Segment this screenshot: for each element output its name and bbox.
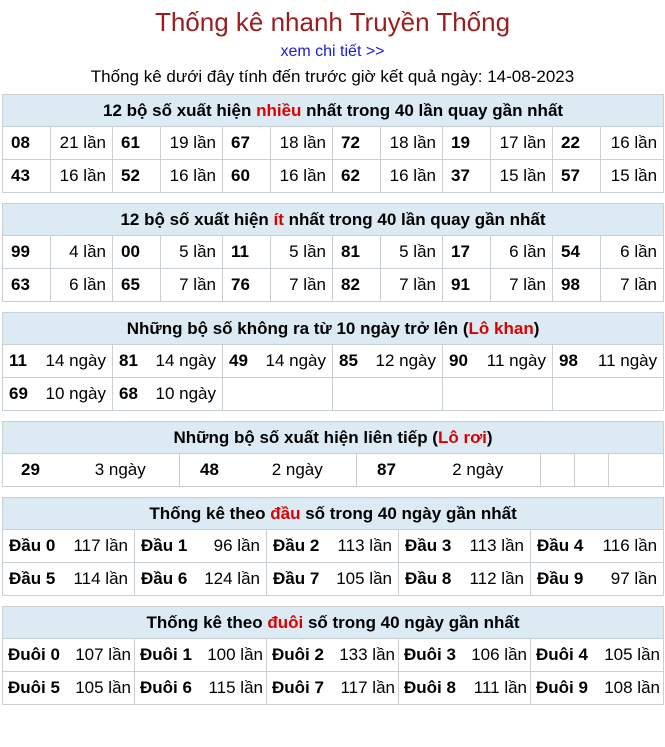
number-cell: 54 (553, 236, 601, 269)
empty-cell (257, 378, 333, 411)
count-cell: 114 lần (67, 563, 135, 596)
count-cell: 2 ngày (238, 454, 357, 487)
count-cell: 4 lần (51, 236, 113, 269)
number-cell: 81 (113, 345, 147, 378)
number-cell: 61 (113, 127, 161, 160)
number-cell: 98 (553, 345, 587, 378)
duoi-label: Đuôi 1 (135, 639, 201, 672)
count-cell: 2 ngày (415, 454, 541, 487)
dau-label: Đầu 4 (531, 530, 595, 563)
table-row (3, 236, 664, 269)
table-row (3, 672, 664, 705)
number-cell: 87 (357, 454, 415, 487)
count-cell: 10 ngày (147, 378, 223, 411)
count-cell: 17 lần (491, 127, 553, 160)
stat-date-note: Thống kê dưới đây tính đến trước giờ kết quả ngày: 14-08-2023 (90, 67, 575, 86)
number-cell: 85 (333, 345, 367, 378)
lo-roi-header (3, 422, 664, 454)
duoi-label: Đuôi 8 (399, 672, 465, 705)
lo-khan-header (3, 313, 664, 345)
empty-cell (333, 378, 367, 411)
count-cell: 21 lần (51, 127, 113, 160)
count-cell: 7 lần (601, 269, 664, 302)
number-cell: 11 (3, 345, 37, 378)
table-row (3, 454, 664, 487)
header-text: số trong 40 ngày gần nhất (300, 503, 517, 523)
duoi-label: Đuôi 9 (531, 672, 597, 705)
number-cell: 29 (3, 454, 61, 487)
lo-roi-table (2, 421, 664, 487)
count-cell: 5 lần (161, 236, 223, 269)
dau-label: Đầu 9 (531, 563, 595, 596)
number-cell: 00 (113, 236, 161, 269)
dau-label: Đầu 1 (135, 530, 199, 563)
number-cell: 57 (553, 160, 601, 193)
count-cell: 124 lần (199, 563, 267, 596)
duoi-label: Đuôi 6 (135, 672, 201, 705)
count-cell: 5 lần (271, 236, 333, 269)
count-cell: 113 lần (331, 530, 399, 563)
duoi-label: Đuôi 3 (399, 639, 465, 672)
duoi-header (3, 607, 664, 639)
count-cell: 18 lần (271, 127, 333, 160)
header-highlight: nhiều (256, 100, 302, 120)
count-cell: 12 ngày (367, 345, 443, 378)
dau-label: Đầu 2 (267, 530, 331, 563)
dau-label: Đầu 0 (3, 530, 67, 563)
count-cell: 112 lần (463, 563, 531, 596)
count-cell: 97 lần (595, 563, 664, 596)
count-cell: 3 ngày (61, 454, 180, 487)
count-cell: 7 lần (491, 269, 553, 302)
number-cell: 49 (223, 345, 257, 378)
count-cell: 6 lần (601, 236, 664, 269)
count-cell: 15 lần (601, 160, 664, 193)
number-cell: 08 (3, 127, 51, 160)
page-title: Thống kê nhanh Truyền Thống (154, 7, 511, 37)
lo-khan-table (2, 312, 664, 411)
table-row (3, 345, 664, 378)
count-cell: 107 lần (69, 639, 135, 672)
duoi-label: Đuôi 2 (267, 639, 333, 672)
count-cell: 15 lần (491, 160, 553, 193)
header-highlight: đầu (270, 503, 301, 523)
header-text: 12 bộ số xuất hiện (120, 209, 274, 229)
number-cell: 63 (3, 269, 51, 302)
count-cell: 16 lần (271, 160, 333, 193)
detail-link-wrap (2, 40, 663, 64)
count-cell: 7 lần (381, 269, 443, 302)
number-cell: 67 (223, 127, 271, 160)
number-cell: 65 (113, 269, 161, 302)
count-cell: 6 lần (491, 236, 553, 269)
header-text: nhất trong 40 lần quay gần nhất (283, 209, 546, 229)
count-cell: 16 lần (51, 160, 113, 193)
number-cell: 72 (333, 127, 381, 160)
count-cell: 106 lần (465, 639, 531, 672)
empty-cell (553, 378, 587, 411)
count-cell: 117 lần (67, 530, 135, 563)
header-text: Thống kê theo (146, 612, 268, 632)
count-cell: 105 lần (597, 639, 664, 672)
duoi-label: Đuôi 4 (531, 639, 597, 672)
empty-cell (587, 378, 664, 411)
count-cell: 113 lần (463, 530, 531, 563)
header-text: ) (486, 427, 493, 447)
least-frequent-table (2, 203, 664, 302)
number-cell: 68 (113, 378, 147, 411)
number-cell: 60 (223, 160, 271, 193)
count-cell: 111 lần (465, 672, 531, 705)
table-row (3, 563, 664, 596)
count-cell: 100 lần (201, 639, 267, 672)
count-cell: 16 lần (381, 160, 443, 193)
number-cell: 11 (223, 236, 271, 269)
header-highlight: Lô khan (468, 318, 534, 338)
duoi-label: Đuôi 0 (3, 639, 69, 672)
header-text: số trong 40 ngày gần nhất (303, 612, 520, 632)
header-text: ) (533, 318, 540, 338)
count-cell: 14 ngày (257, 345, 333, 378)
number-cell: 99 (3, 236, 51, 269)
number-cell: 91 (443, 269, 491, 302)
number-cell: 37 (443, 160, 491, 193)
most-frequent-header (3, 95, 664, 127)
count-cell: 115 lần (201, 672, 267, 705)
number-cell: 17 (443, 236, 491, 269)
header-highlight: đuôi (267, 612, 304, 632)
empty-cell (609, 454, 664, 487)
table-row (3, 269, 664, 302)
count-cell: 6 lần (51, 269, 113, 302)
count-cell: 116 lần (595, 530, 664, 563)
count-cell: 18 lần (381, 127, 443, 160)
dau-label: Đầu 6 (135, 563, 199, 596)
number-cell: 48 (180, 454, 238, 487)
empty-cell (443, 378, 477, 411)
table-row (3, 127, 664, 160)
number-cell: 82 (333, 269, 381, 302)
empty-cell (367, 378, 443, 411)
number-cell: 52 (113, 160, 161, 193)
duoi-label: Đuôi 7 (267, 672, 333, 705)
number-cell: 81 (333, 236, 381, 269)
dau-table (2, 497, 664, 596)
number-cell: 19 (443, 127, 491, 160)
count-cell: 105 lần (69, 672, 135, 705)
least-frequent-header (3, 204, 664, 236)
number-cell: 62 (333, 160, 381, 193)
table-row (3, 378, 664, 411)
duoi-label: Đuôi 5 (3, 672, 69, 705)
header-text: nhất trong 40 lần quay gần nhất (301, 100, 564, 120)
count-cell: 105 lần (331, 563, 399, 596)
count-cell: 11 ngày (477, 345, 553, 378)
dau-label: Đầu 3 (399, 530, 463, 563)
count-cell: 5 lần (381, 236, 443, 269)
empty-cell (541, 454, 575, 487)
header-text: Thống kê theo (149, 503, 271, 523)
count-cell: 108 lần (597, 672, 664, 705)
header-highlight: Lô rơi (437, 427, 487, 447)
dau-header (3, 498, 664, 530)
number-cell: 76 (223, 269, 271, 302)
table-row (3, 160, 664, 193)
number-cell: 98 (553, 269, 601, 302)
count-cell: 14 ngày (37, 345, 113, 378)
count-cell: 19 lần (161, 127, 223, 160)
empty-cell (477, 378, 553, 411)
dau-label: Đầu 8 (399, 563, 463, 596)
count-cell: 117 lần (333, 672, 399, 705)
count-cell: 7 lần (271, 269, 333, 302)
count-cell: 16 lần (161, 160, 223, 193)
header-text: 12 bộ số xuất hiện (103, 100, 257, 120)
count-cell: 10 ngày (37, 378, 113, 411)
detail-link[interactable]: xem chi tiết >> (280, 43, 385, 60)
count-cell: 14 ngày (147, 345, 223, 378)
header-text: Những bộ số xuất hiện liên tiếp ( (173, 427, 438, 447)
dau-label: Đầu 5 (3, 563, 67, 596)
header-highlight: ít (273, 209, 284, 229)
number-cell: 22 (553, 127, 601, 160)
empty-cell (575, 454, 609, 487)
header-text: Những bộ số không ra từ 10 ngày trở lên ( (126, 318, 469, 338)
count-cell: 11 ngày (587, 345, 664, 378)
count-cell: 7 lần (161, 269, 223, 302)
table-row (3, 530, 664, 563)
dau-label: Đầu 7 (267, 563, 331, 596)
empty-cell (223, 378, 257, 411)
table-row (3, 639, 664, 672)
duoi-table (2, 606, 664, 705)
number-cell: 43 (3, 160, 51, 193)
count-cell: 133 lần (333, 639, 399, 672)
count-cell: 16 lần (601, 127, 664, 160)
most-frequent-table (2, 94, 664, 193)
number-cell: 69 (3, 378, 37, 411)
number-cell: 90 (443, 345, 477, 378)
count-cell: 96 lần (199, 530, 267, 563)
